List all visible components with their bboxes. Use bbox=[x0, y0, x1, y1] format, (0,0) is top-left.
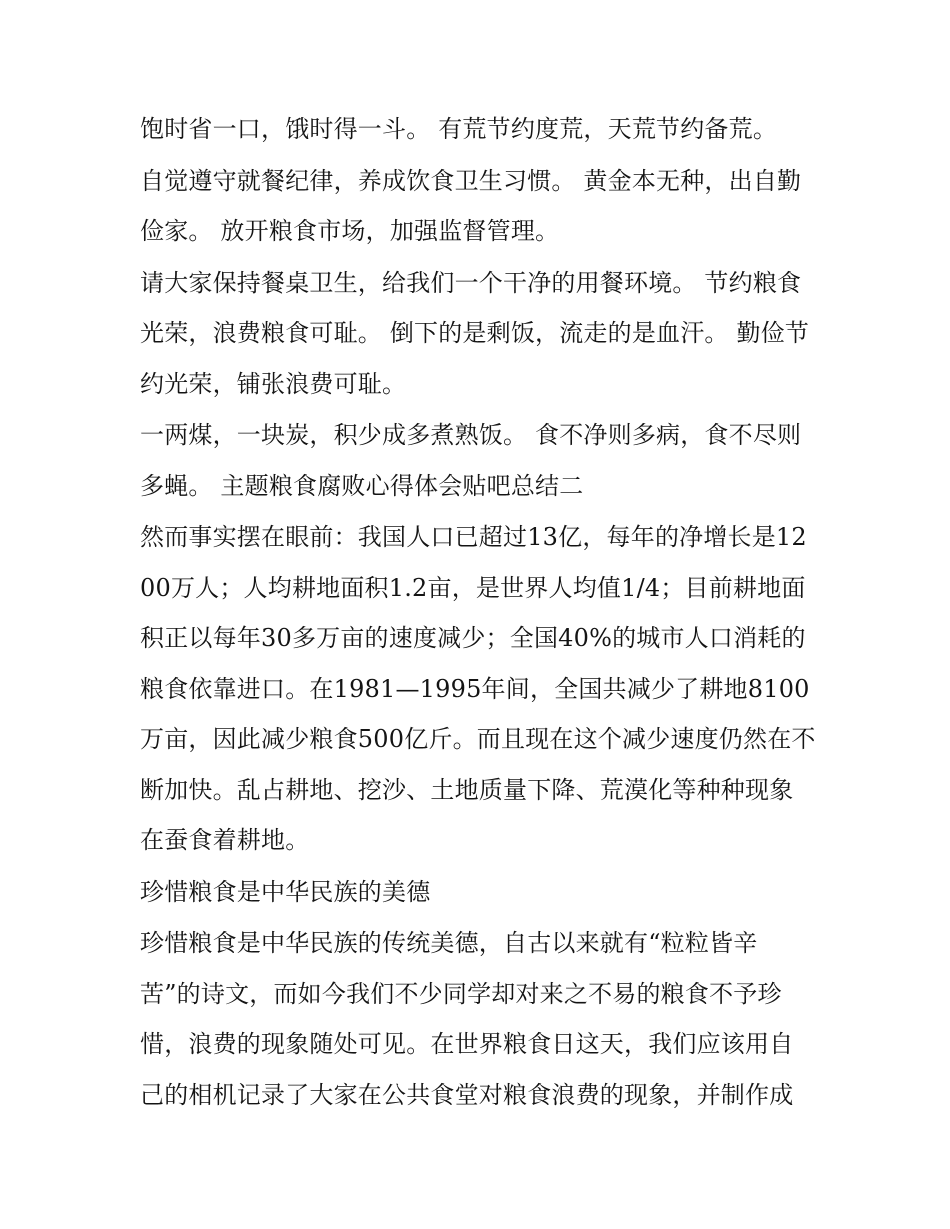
paragraph-2: 自觉遵守就餐纪律，养成饮食卫生习惯。 黄金本无种，出自勤俭家。 放开粮食市场，加强监督管理。 bbox=[140, 166, 802, 245]
paragraph-1: 饱时省一口，饿时得一斗。 有荒节约度荒，天荒节约备荒。 bbox=[140, 115, 778, 143]
paragraph-5: 然而事实摆在眼前：我国人口已超过13亿，每年的净增长是1200万人；人均耕地面积1.2亩，是世界人均值1/4；目前耕地面积正以每年30多万亩的速度减少；全国40%的城市人口消耗的粮食依靠进口。在1981—1995年间，全国共减少了耕地8100万亩，因此减少粮食500亿斤。而且现在这个减少速度仍然在不断加快。乱占耕地、挖沙、土地质量下降、荒漠化等种种现象在蚕食着耕地。 bbox=[140, 523, 816, 854]
paragraph-4: 一两煤，一块炭，积少成多煮熟饭。 食不净则多病，食不尽则多蝇。 主题粮食腐败心得体会贴吧总结二 bbox=[140, 421, 802, 500]
paragraph-6: 珍惜粮食是中华民族的传统美德，自古以来就有“粒粒皆辛苦”的诗文，而如今我们不少同学却对来之不易的粮食不予珍惜，浪费的现象随处可见。在世界粮食日这天，我们应该用自己的相机记录了大家在公共食堂对粮食浪费的现象，并制作成 bbox=[140, 929, 794, 1109]
paragraph-3: 请大家保持餐桌卫生，给我们一个干净的用餐环境。 节约粮食光荣，浪费粮食可耻。 倒下的是剩饭，流走的是血汗。 勤俭节约光荣，铺张浪费可耻。 bbox=[140, 268, 810, 398]
section-heading: 珍惜粮食是中华民族的美德 bbox=[140, 877, 431, 906]
